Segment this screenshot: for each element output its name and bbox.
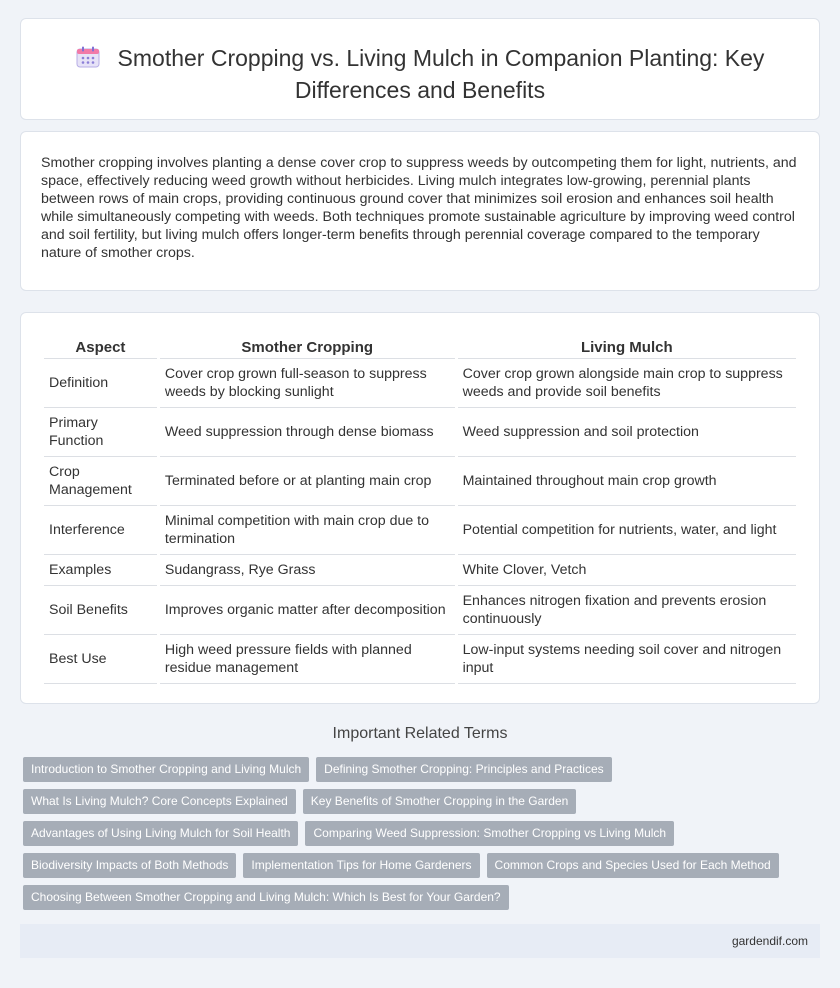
related-term-tag[interactable]: Comparing Weed Suppression: Smother Cropping vs Living Mulch [305,821,674,846]
page-title [61,43,779,105]
related-terms-title: Important Related Terms [332,725,508,742]
row-aspect: Examples [44,555,157,586]
table-row [44,506,796,555]
page-title-text: Smother Cropping vs. Living Mulch in Companion Planting: Key Differences and Benefits [117,45,765,103]
comparison-table-card [20,312,820,704]
table-row [44,586,796,635]
row-aspect: Best Use [44,635,157,684]
related-term-tag[interactable]: What Is Living Mulch? Core Concepts Explained [23,789,296,814]
row-smother-cropping: Sudangrass, Rye Grass [160,555,455,586]
related-term-tag[interactable]: Defining Smother Cropping: Principles and Practices [316,757,611,782]
comparison-table [41,331,799,684]
related-term-tag[interactable]: Common Crops and Species Used for Each Method [487,853,779,878]
table-row [44,359,796,408]
row-aspect: Primary Function [44,408,157,457]
header-living-mulch: Living Mulch [458,331,796,359]
related-term-tag[interactable]: Biodiversity Impacts of Both Methods [23,853,236,878]
footer-site-link[interactable]: gardendif.com [731,934,808,948]
row-aspect: Crop Management [44,457,157,506]
header-card [20,18,820,120]
row-living-mulch: Low-input systems needing soil cover and nitrogen input [458,635,796,684]
row-living-mulch: Enhances nitrogen fixation and prevents erosion continuously [458,586,796,635]
related-term-tag[interactable]: Key Benefits of Smother Cropping in the Garden [303,789,576,814]
related-term-tag[interactable]: Introduction to Smother Cropping and Living Mulch [23,757,309,782]
row-smother-cropping: Terminated before or at planting main crop [160,457,455,506]
related-term-tag[interactable]: Advantages of Using Living Mulch for Soil Health [23,821,298,846]
row-living-mulch: Cover crop grown alongside main crop to suppress weeds and provide soil benefits [458,359,796,408]
table-row [44,457,796,506]
row-smother-cropping: High weed pressure fields with planned residue management [160,635,455,684]
related-term-tag[interactable]: Implementation Tips for Home Gardeners [243,853,479,878]
header-aspect: Aspect [44,331,157,359]
row-living-mulch: Potential competition for nutrients, water, and light [458,506,796,555]
row-smother-cropping: Cover crop grown full-season to suppress weeds by blocking sunlight [160,359,455,408]
header-smother-cropping: Smother Cropping [160,331,455,359]
table-header-row [44,331,796,359]
footer [20,924,820,958]
summary-card [20,131,820,291]
row-living-mulch: Weed suppression and soil protection [458,408,796,457]
row-smother-cropping: Minimal competition with main crop due to termination [160,506,455,555]
calendar-icon [76,45,100,75]
summary-text: Smother cropping involves planting a dense cover crop to suppress weeds by outcompeting them for light, nutrients, and space, effectively reducing weed growth without herbicides. Living mulch integrates low-growing, perennial plants between rows of main crops, providing continuous ground cover that minimizes soil erosion and enhances soil health while simultaneously competing with weeds. Both techniques promote sustainable agriculture by improving weed control and soil fertility, but living mulch offers longer-term benefits through perennial coverage compared to the temporary nature of smother crops. [41,155,797,261]
row-aspect: Definition [44,359,157,408]
table-row [44,408,796,457]
table-row [44,635,796,684]
row-aspect: Interference [44,506,157,555]
row-living-mulch: Maintained throughout main crop growth [458,457,796,506]
row-smother-cropping: Improves organic matter after decomposition [160,586,455,635]
related-terms-list [23,757,813,917]
row-living-mulch: White Clover, Vetch [458,555,796,586]
row-aspect: Soil Benefits [44,586,157,635]
table-row [44,555,796,586]
related-term-tag[interactable]: Choosing Between Smother Cropping and Living Mulch: Which Is Best for Your Garden? [23,885,509,910]
row-smother-cropping: Weed suppression through dense biomass [160,408,455,457]
